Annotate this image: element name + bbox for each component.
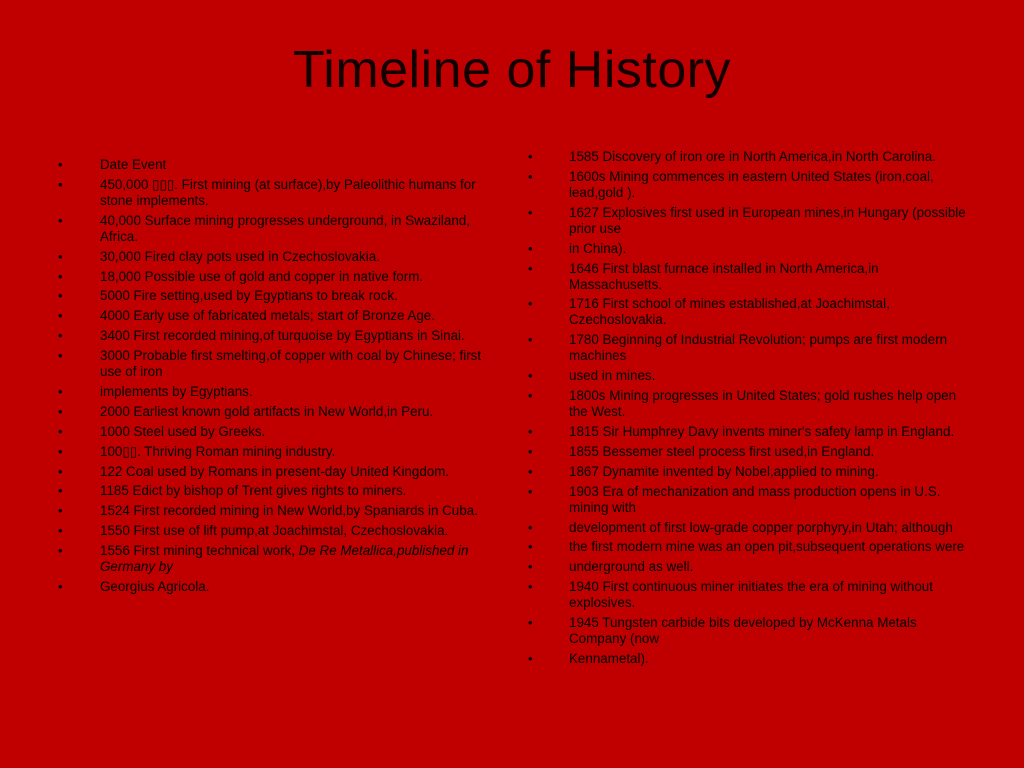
list-item: • 5000 Fire setting,used by Egyptians to break rock.	[58, 288, 498, 304]
list-item: • 1780 Beginning of Industrial Revolution; pumps are first modern machines	[528, 332, 968, 364]
list-item: • 1815 Sir Humphrey Davy invents miner's safety lamp in England.	[528, 424, 968, 440]
book-title-italic: De Re Metallica,published in Germany by	[100, 543, 469, 575]
list-item: • implements by Egyptians.	[58, 384, 498, 400]
list-item: • Georgius Agricola.	[58, 579, 498, 595]
list-item: • 1000 Steel used by Greeks.	[58, 424, 498, 440]
list-item: • 2000 Earliest known gold artifacts in New World,in Peru.	[58, 404, 498, 420]
list-item: • 3400 First recorded mining,of turquoise by Egyptians in Sinai.	[58, 328, 498, 344]
list-item: • 450,000 ▯▯▯. First mining (at surface),by Paleolithic humans for stone implements.	[58, 177, 498, 209]
slide-title: Timeline of History	[292, 41, 732, 99]
list-item: • Kennametal).	[528, 651, 968, 667]
list-item: • 1855 Bessemer steel process first used,in England.	[528, 444, 968, 460]
list-item: • used in mines.	[528, 368, 968, 384]
list-item: • 1940 First continuous miner initiates the era of mining without explosives.	[528, 579, 968, 611]
list-item: • 1716 First school of mines established,at Joachimstal, Czechoslovakia.	[528, 296, 968, 328]
list-item: • the first modern mine was an open pit,subsequent operations were	[528, 539, 968, 555]
list-item: • 1185 Edict by bishop of Trent gives rights to miners.	[58, 483, 498, 499]
list-item: • 1945 Tungsten carbide bits developed by McKenna Metals Company (now	[528, 615, 968, 647]
list-item: • in China).	[528, 241, 968, 257]
list-item: • 1585 Discovery of iron ore in North America,in North Carolina.	[528, 149, 968, 165]
list-item: • 30,000 Fired clay pots used in Czechoslovakia.	[58, 249, 498, 265]
timeline-list-left	[58, 157, 498, 599]
list-item: • Date Event	[58, 157, 498, 173]
list-item: • 1646 First blast furnace installed in North America,in Massachusetts.	[528, 261, 968, 293]
list-item: • 1800s Mining progresses in United States; gold rushes help open the West.	[528, 388, 968, 420]
list-item: • 18,000 Possible use of gold and copper in native form.	[58, 269, 498, 285]
list-item: • 1627 Explosives first used in European mines,in Hungary (possible prior use	[528, 205, 968, 237]
list-item: • 40,000 Surface mining progresses underground, in Swaziland, Africa.	[58, 213, 498, 245]
list-item: • 100▯▯. Thriving Roman mining industry.	[58, 444, 498, 460]
list-item: • 1556 First mining technical work, De Re Metallica,published in Germany by	[58, 543, 498, 575]
list-item: • 1903 Era of mechanization and mass production opens in U.S. mining with	[528, 484, 968, 516]
list-item: • 122 Coal used by Romans in present-day United Kingdom.	[58, 464, 498, 480]
list-item: • development of first low-grade copper porphyry,in Utah; although	[528, 520, 968, 536]
list-item: • 4000 Early use of fabricated metals; start of Bronze Age.	[58, 308, 498, 324]
list-item: • 3000 Probable first smelting,of copper with coal by Chinese; first use of iron	[58, 348, 498, 380]
list-item: • 1600s Mining commences in eastern United States (iron,coal, lead,gold ).	[528, 169, 968, 201]
timeline-list-right	[528, 149, 968, 671]
list-item: • underground as well.	[528, 559, 968, 575]
list-item: • 1867 Dynamite invented by Nobel,applied to mining.	[528, 464, 968, 480]
list-item: • 1524 First recorded mining in New World,by Spaniards in Cuba.	[58, 503, 498, 519]
list-item: • 1550 First use of lift pump,at Joachimstal, Czechoslovakia.	[58, 523, 498, 539]
